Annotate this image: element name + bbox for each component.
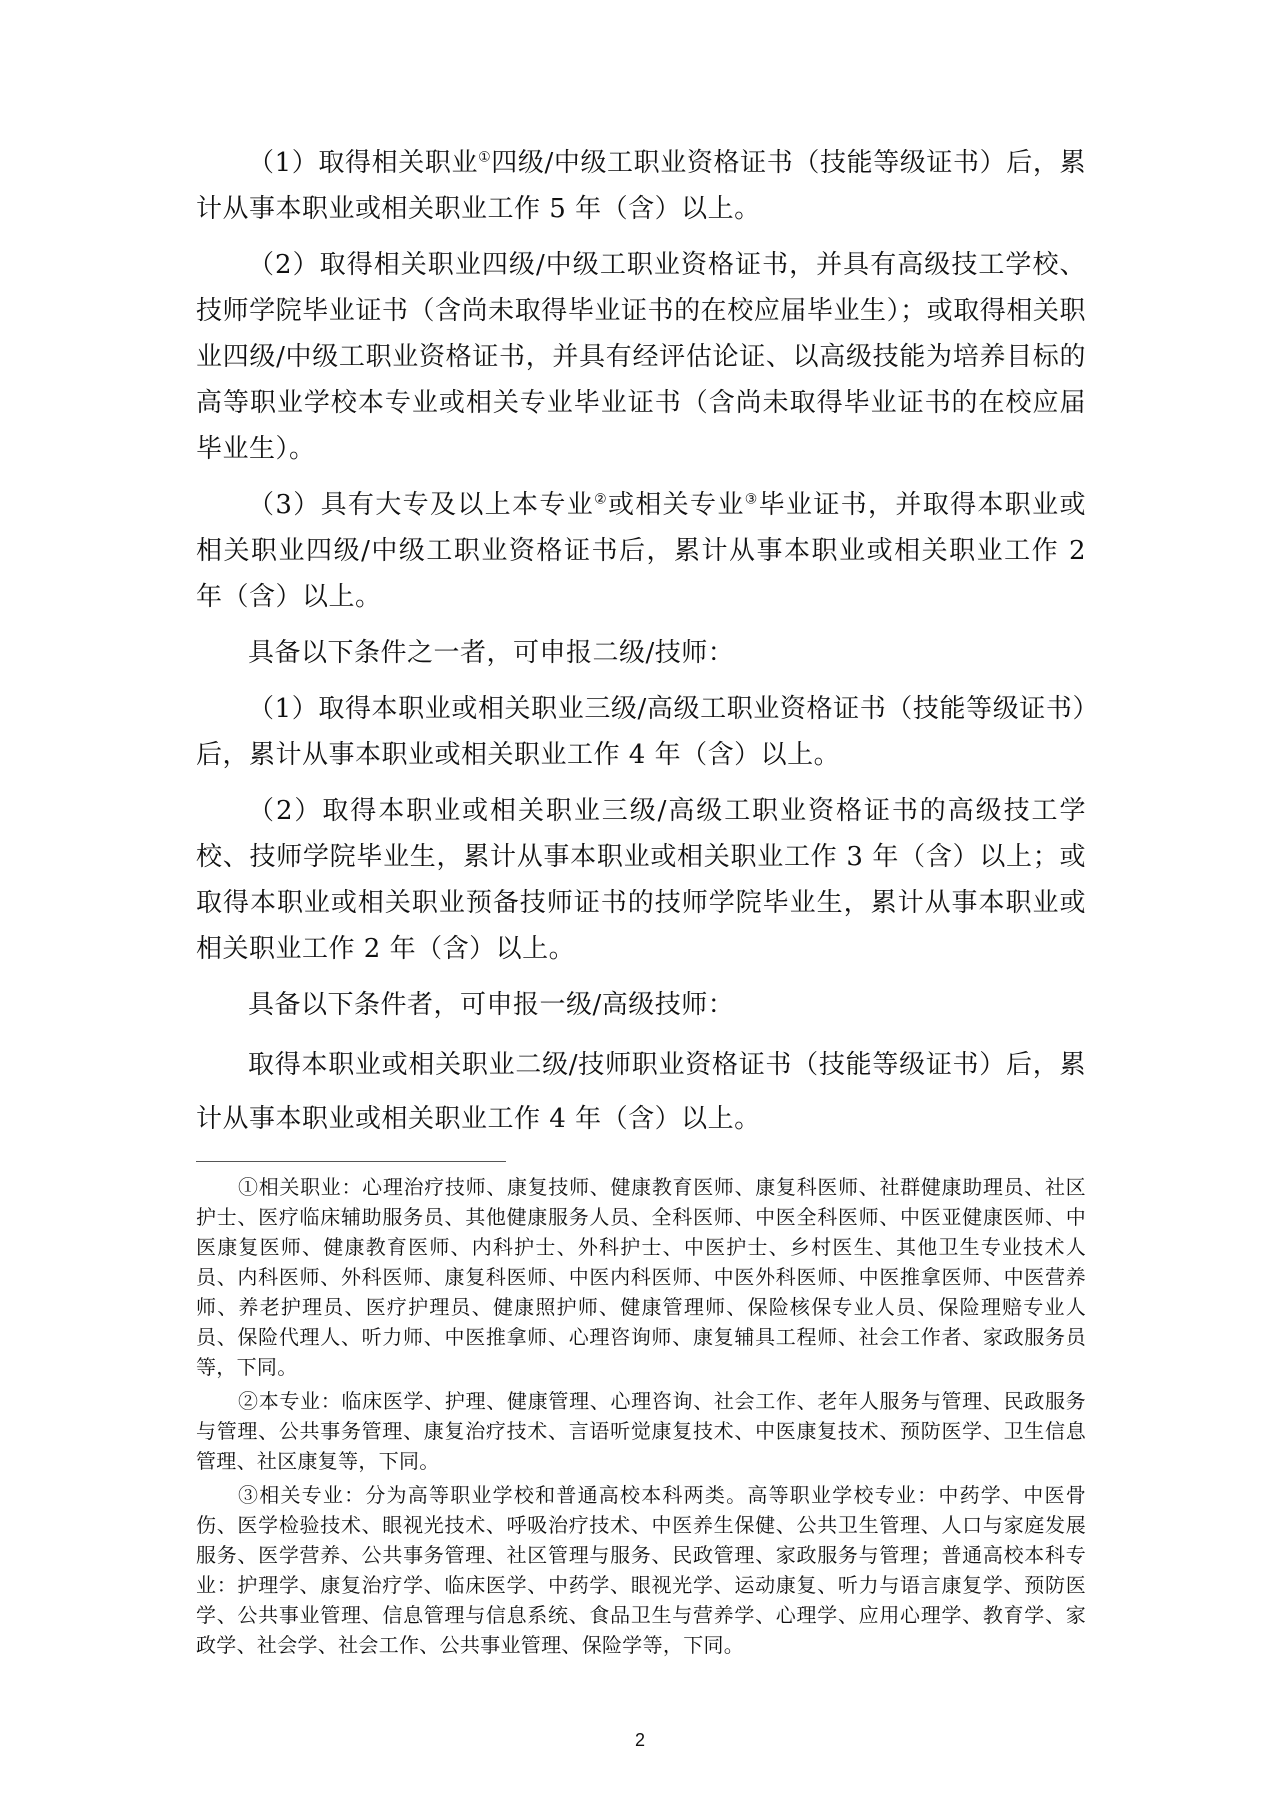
paragraph-6: （2）取得本职业或相关职业三级/高级工职业资格证书的高级技工学校、技师学院毕业生，累计从事本职业或相关职业工作 3 年（含）以上；或取得本职业或相关职业预备技师证书的技师学院毕业生，累计从事本职业或相关职业工作 2 年（含）以上。 [196, 796, 1086, 964]
paragraph-4: 具备以下条件之一者，可申报二级/技师： [248, 638, 735, 668]
paragraph-2: （2）取得相关职业四级/中级工职业资格证书，并具有高级技工学校、技师学院毕业证书（含尚未取得毕业证书的在校应届毕业生）；或取得相关职业四级/中级工职业资格证书，并具有经评估论证、以高级技能为培养目标的高等职业学校本专业或相关专业毕业证书（含尚未取得毕业证书的在校应届毕业生）。 [196, 250, 1086, 464]
paragraph-1: （1）取得相关职业①四级/中级工职业资格证书（技能等级证书）后，累计从事本职业或相关职业工作 5 年（含）以上。 [196, 148, 1086, 224]
footnote-2: ②本专业：临床医学、护理、健康管理、心理咨询、社会工作、老年人服务与管理、民政服务与管理、公共事务管理、康复治疗技术、言语听觉康复技术、中医康复技术、预防医学、卫生信息管理、社区康复等，下同。 [196, 1389, 1086, 1473]
paragraph-8: 取得本职业或相关职业二级/技师职业资格证书（技能等级证书）后，累计从事本职业或相关职业工作 4 年（含）以上。 [196, 1050, 1086, 1134]
footnote-divider [196, 1161, 506, 1162]
footnote-ref-2: ② [594, 491, 608, 508]
page-number: 2 [634, 1730, 645, 1750]
paragraph-5: （1）取得本职业或相关职业三级/高级工职业资格证书（技能等级证书）后，累计从事本职业或相关职业工作 4 年（含）以上。 [196, 694, 1086, 770]
footnotes [196, 1172, 1086, 1664]
paragraph-3: （3）具有大专及以上本专业②或相关专业③毕业证书，并取得本职业或相关职业四级/中级工职业资格证书后，累计从事本职业或相关职业工作 2 年（含）以上。 [196, 490, 1086, 612]
footnote-3: ③相关专业：分为高等职业学校和普通高校本科两类。高等职业学校专业：中药学、中医骨伤、医学检验技术、眼视光技术、呼吸治疗技术、中医养生保健、公共卫生管理、人口与家庭发展服务、医学营养、公共事务管理、社区管理与服务、民政管理、家政服务与管理；普通高校本科专业：护理学、康复治疗学、临床医学、中药学、眼视光学、运动康复、听力与语言康复学、预防医学、公共事业管理、信息管理与信息系统、食品卫生与营养学、心理学、应用心理学、教育学、家政学、社会学、社会工作、公共事业管理、保险学等，下同。 [196, 1483, 1086, 1657]
body-text [196, 140, 1086, 1156]
footnote-1: ①相关职业：心理治疗技师、康复技师、健康教育医师、康复科医师、社群健康助理员、社区护士、医疗临床辅助服务员、其他健康服务人员、全科医师、中医全科医师、中医亚健康医师、中医康复医师、健康教育医师、内科护士、外科护士、中医护士、乡村医生、其他卫生专业技术人员、内科医师、外科医师、康复科医师、中医内科医师、中医外科医师、中医推拿医师、中医营养师、养老护理员、医疗护理员、健康照护师、健康管理师、保险核保专业人员、保险理赔专业人员、保险代理人、听力师、中医推拿师、心理咨询师、康复辅具工程师、社会工作者、家政服务员等，下同。 [196, 1175, 1086, 1379]
footnote-ref-1: ① [478, 149, 492, 166]
footnote-ref-3: ③ [744, 491, 759, 508]
paragraph-7: 具备以下条件者，可申报一级/高级技师： [248, 990, 735, 1020]
